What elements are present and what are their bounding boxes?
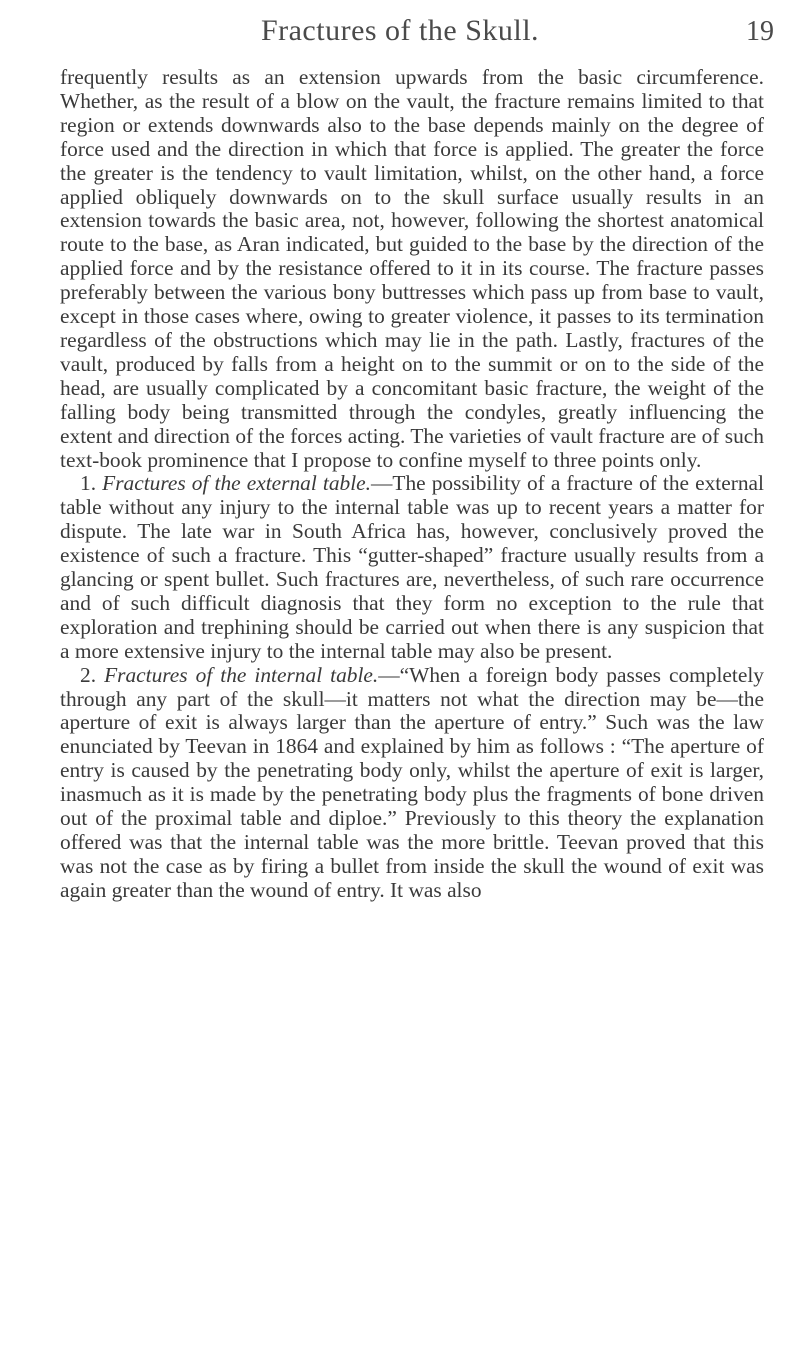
paragraph-internal-table: [60, 664, 764, 903]
section-number: 2.: [80, 662, 97, 687]
paragraph-vault-fracture: frequently results as an extension upwards from the basic circumference. Whether, as the result of a blow on the vault, the fracture remains limited to that region or extends downwards also to the base depends mainly on the degree of force used and the direction in which that force is applied. The greater the force the greater is the tendency to vault limitation, whilst, on the other hand, a force applied obliquely downwards on to the skull surface usually results in an extension towards the basic area, not, however, following the shortest anatomical route to the base, as Aran indicated, but guided to the base by the direction of the applied force and by the resistance offered to it in its course. The fracture passes preferably between the various bony buttresses which pass up from base to vault, except in those cases where, owing to greater violence, it passes to its termination regardless of the obstructions which may lie in the path. Lastly, fractures of the vault, produced by falls from a height on to the summit or on to the side of the head, are usually complicated by a concomitant basic fracture, the weight of the falling body being transmitted through the condyles, greatly influencing the extent and direction of the forces acting. The varieties of vault fracture are of such text-book prominence that I propose to confine myself to three points only.: [60, 65, 764, 472]
body-text: [60, 66, 764, 903]
section-number: 1.: [80, 471, 97, 496]
page-number: 19: [746, 16, 774, 47]
running-head: [0, 14, 800, 54]
running-title: Fractures of the Skull.: [260, 14, 540, 47]
section-title-internal-table: Fractures of the internal table.: [104, 662, 379, 687]
paragraph-external-table: [60, 472, 764, 663]
section-title-external-table: Fractures of the external table.: [102, 471, 371, 496]
section-text-external-table: —The possibility of a fracture of the external table without any injury to the internal table was up to recent years a matter for dispute. The late war in South Africa has, however, conclusively proved the existence of such a fracture. This “gutter-shaped” fracture usually results from a glancing or spent bullet. Such fractures are, nevertheless, of such rare occurrence and of such difficult diagnosis that they form no exception to the rule that exploration and trephining should be carried out when there is any suspicion that a more extensive injury to the internal table may also be present.: [60, 471, 764, 663]
section-text-internal-table: —“When a foreign body passes completely through any part of the skull—it matters not what the direction may be—the aperture of exit is always larger than the aperture of entry.” Such was the law enunciated by Teevan in 1864 and explained by him as follows : “The aperture of entry is caused by the penetrating body only, whilst the aperture of exit is larger, inasmuch as it is made by the penetrating body plus the fragments of bone driven out of the proximal table and diploe.” Previously to this theory the explanation offered was that the internal table was the more brittle. Teevan proved that this was not the case as by firing a bullet from inside the skull the wound of exit was again greater than the wound of entry. It was also: [60, 662, 764, 902]
